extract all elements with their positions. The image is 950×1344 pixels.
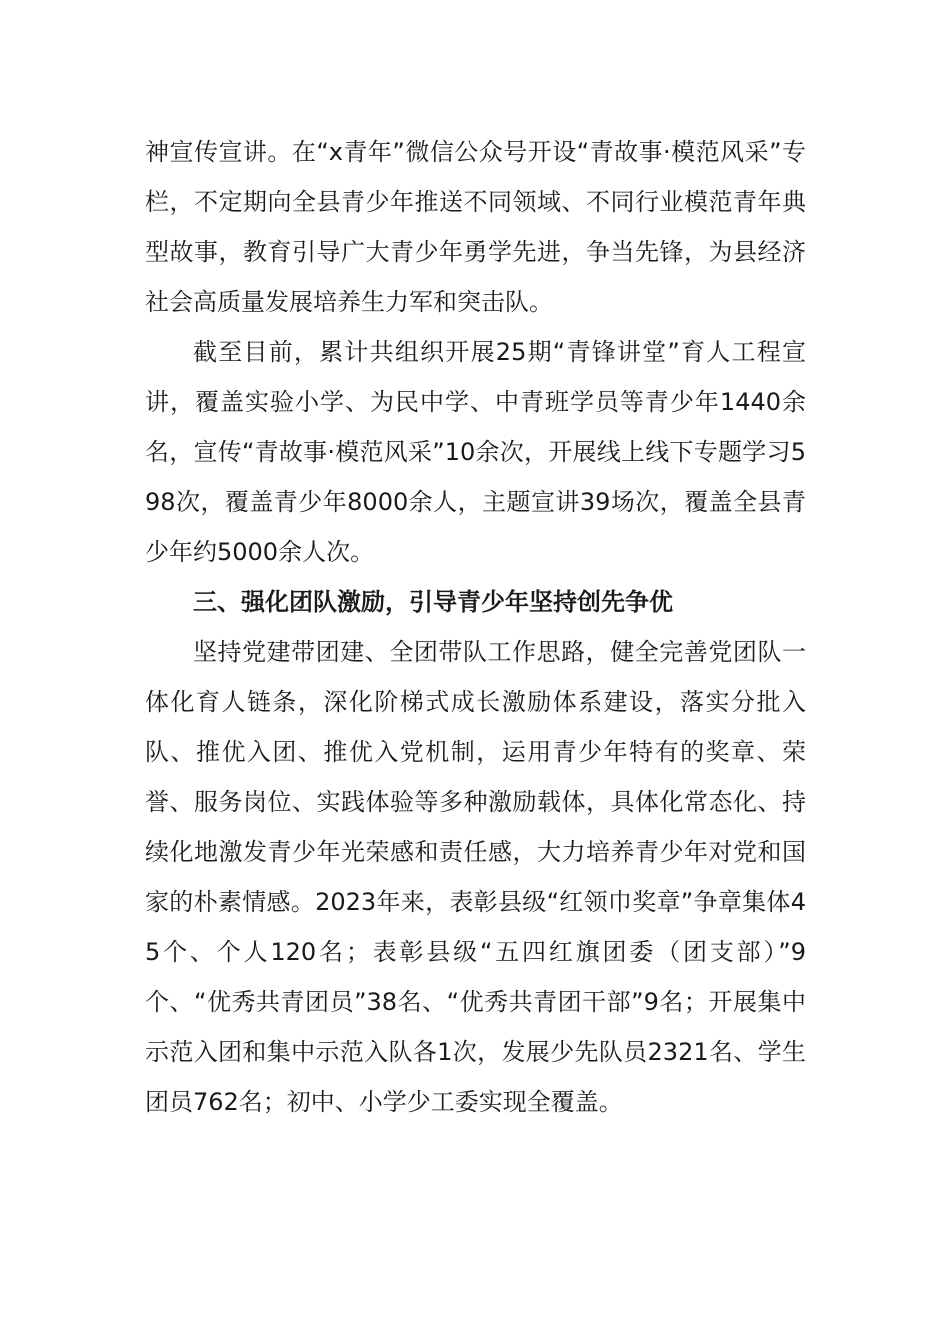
section-heading-3: 三、强化团队激励，引导青少年坚持创先争优	[193, 588, 673, 616]
paragraph-team-incentive: 坚持党建带团建、全团带队工作思路，健全完善党团队一体化育人链条，深化阶梯式成长激励体系建设，落实分批入队、推优入团、推优入党机制，运用青少年特有的奖章、荣誉、服务岗位、实践体验等多种激励载体，具体化常态化、持续化地激发青少年光荣感和责任感，大力培养青少年对党和国家的朴素情感。2023年来，表彰县级“红领巾奖章”争章集体45个、个人120名；表彰县级“五四红旗团委（团支部）”9个、“优秀共青团员”38名、“优秀共青团干部”9名；开展集中示范入团和集中示范入队各1次，发展少先队员2321名、学生团员762名；初中、小学少工委实现全覆盖。	[145, 638, 806, 1116]
paragraph-statistics: 截至目前，累计共组织开展25期“青锋讲堂”育人工程宣讲，覆盖实验小学、为民中学、中青班学员等青少年1440余名，宣传“青故事·模范风采”10余次，开展线上线下专题学习598次，覆盖青少年8000余人，主题宣讲39场次，覆盖全县青少年约5000余人次。	[145, 338, 806, 566]
document-body	[145, 127, 806, 1127]
paragraph-publicity: 神宣传宣讲。在“x青年”微信公众号开设“青故事·模范风采”专栏，不定期向全县青少年推送不同领域、不同行业模范青年典型故事，教育引导广大青少年勇学先进，争当先锋，为县经济社会高质量发展培养生力军和突击队。	[145, 138, 806, 316]
